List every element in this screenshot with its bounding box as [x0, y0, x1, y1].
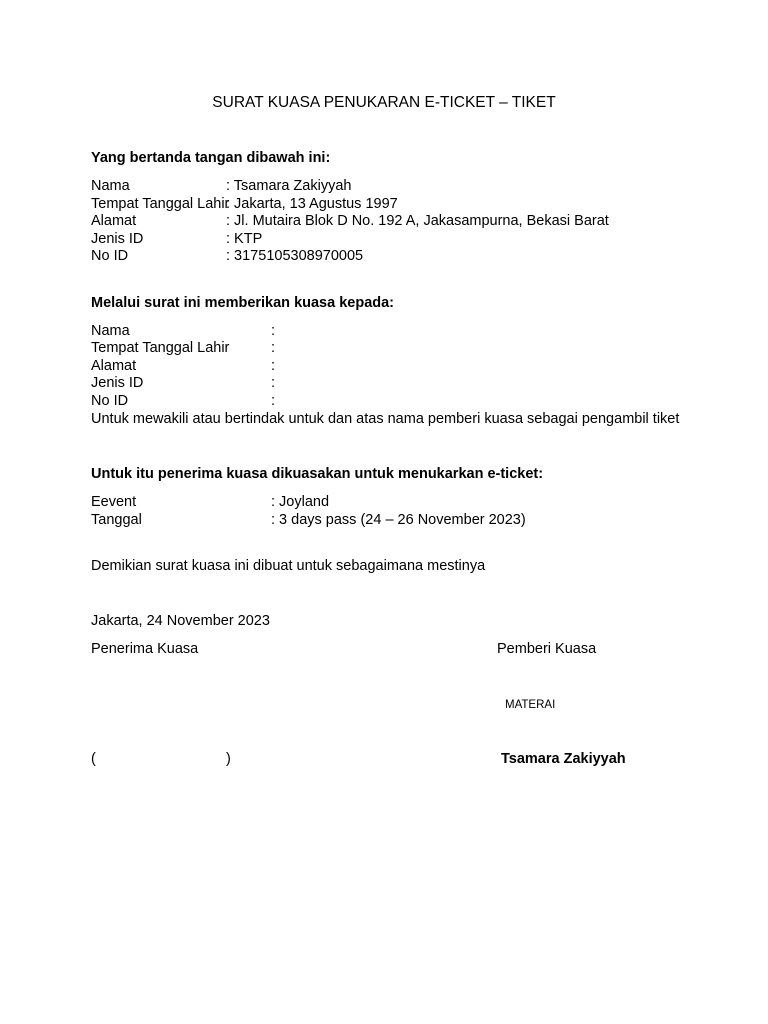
row-value: : Joyland	[271, 494, 330, 510]
section1-heading: Yang bertanda tangan dibawah ini:	[91, 150, 331, 166]
row-label: No ID	[91, 248, 129, 264]
row-value: :	[271, 358, 276, 374]
row-label: Tempat Tanggal Lahir	[91, 196, 230, 212]
row-value: :	[271, 340, 276, 356]
section2-note: Untuk mewakili atau bertindak untuk dan atas nama pemberi kuasa sebagai pengambil tiket	[91, 411, 680, 427]
receiver-idno-row	[91, 393, 275, 411]
document-title: SURAT KUASA PENUKARAN E-TICKET – TIKET	[212, 94, 556, 111]
row-label: Nama	[91, 323, 130, 339]
row-label: Tempat Tanggal Lahir	[91, 340, 230, 356]
receiver-idtype-row	[91, 375, 275, 393]
receiver-birth-row	[91, 340, 275, 358]
materai-stamp-text: MATERAI	[505, 699, 556, 711]
event-row	[91, 494, 329, 512]
receiver-address-row	[91, 358, 275, 376]
section3-heading: Untuk itu penerima kuasa dikuasakan untuk menukarkan e-ticket:	[91, 466, 544, 482]
row-label: Nama	[91, 178, 130, 194]
row-label: No ID	[91, 393, 129, 409]
closing-statement: Demikian surat kuasa ini dibuat untuk sebagaimana mestinya	[91, 558, 486, 574]
row-value: : Tsamara Zakiyyah	[226, 178, 352, 194]
giver-address-row	[91, 213, 609, 231]
giver-idtype-row	[91, 231, 262, 249]
receiver-bracket-close: )	[226, 751, 231, 767]
row-label: Alamat	[91, 358, 137, 374]
giver-signature-name: Tsamara Zakiyyah	[501, 751, 626, 767]
row-label: Jenis ID	[91, 375, 144, 391]
row-value: : Jl. Mutaira Blok D No. 192 A, Jakasampurna, Bekasi Barat	[226, 213, 609, 229]
row-label: Jenis ID	[91, 231, 144, 247]
row-value: : Jakarta, 13 Agustus 1997	[226, 196, 398, 212]
row-value: : 3 days pass (24 – 26 November 2023)	[271, 512, 526, 528]
row-label: Eevent	[91, 494, 137, 510]
date-row	[91, 512, 526, 530]
row-value: :	[271, 375, 276, 391]
giver-birth-row	[91, 196, 398, 214]
place-date: Jakarta, 24 November 2023	[91, 613, 270, 629]
receiver-bracket-open: (	[91, 751, 96, 767]
section2-heading: Melalui surat ini memberikan kuasa kepada:	[91, 295, 395, 311]
row-value: :	[271, 323, 276, 339]
row-value: : KTP	[226, 231, 263, 247]
receiver-name-row	[91, 323, 275, 341]
giver-label: Pemberi Kuasa	[497, 641, 597, 657]
row-label: Tanggal	[91, 512, 142, 528]
row-value: :	[271, 393, 276, 409]
row-label: Alamat	[91, 213, 137, 229]
giver-name-row	[91, 178, 351, 196]
receiver-label: Penerima Kuasa	[91, 641, 199, 657]
row-value: : 3175105308970005	[226, 248, 364, 264]
giver-idno-row	[91, 248, 363, 266]
